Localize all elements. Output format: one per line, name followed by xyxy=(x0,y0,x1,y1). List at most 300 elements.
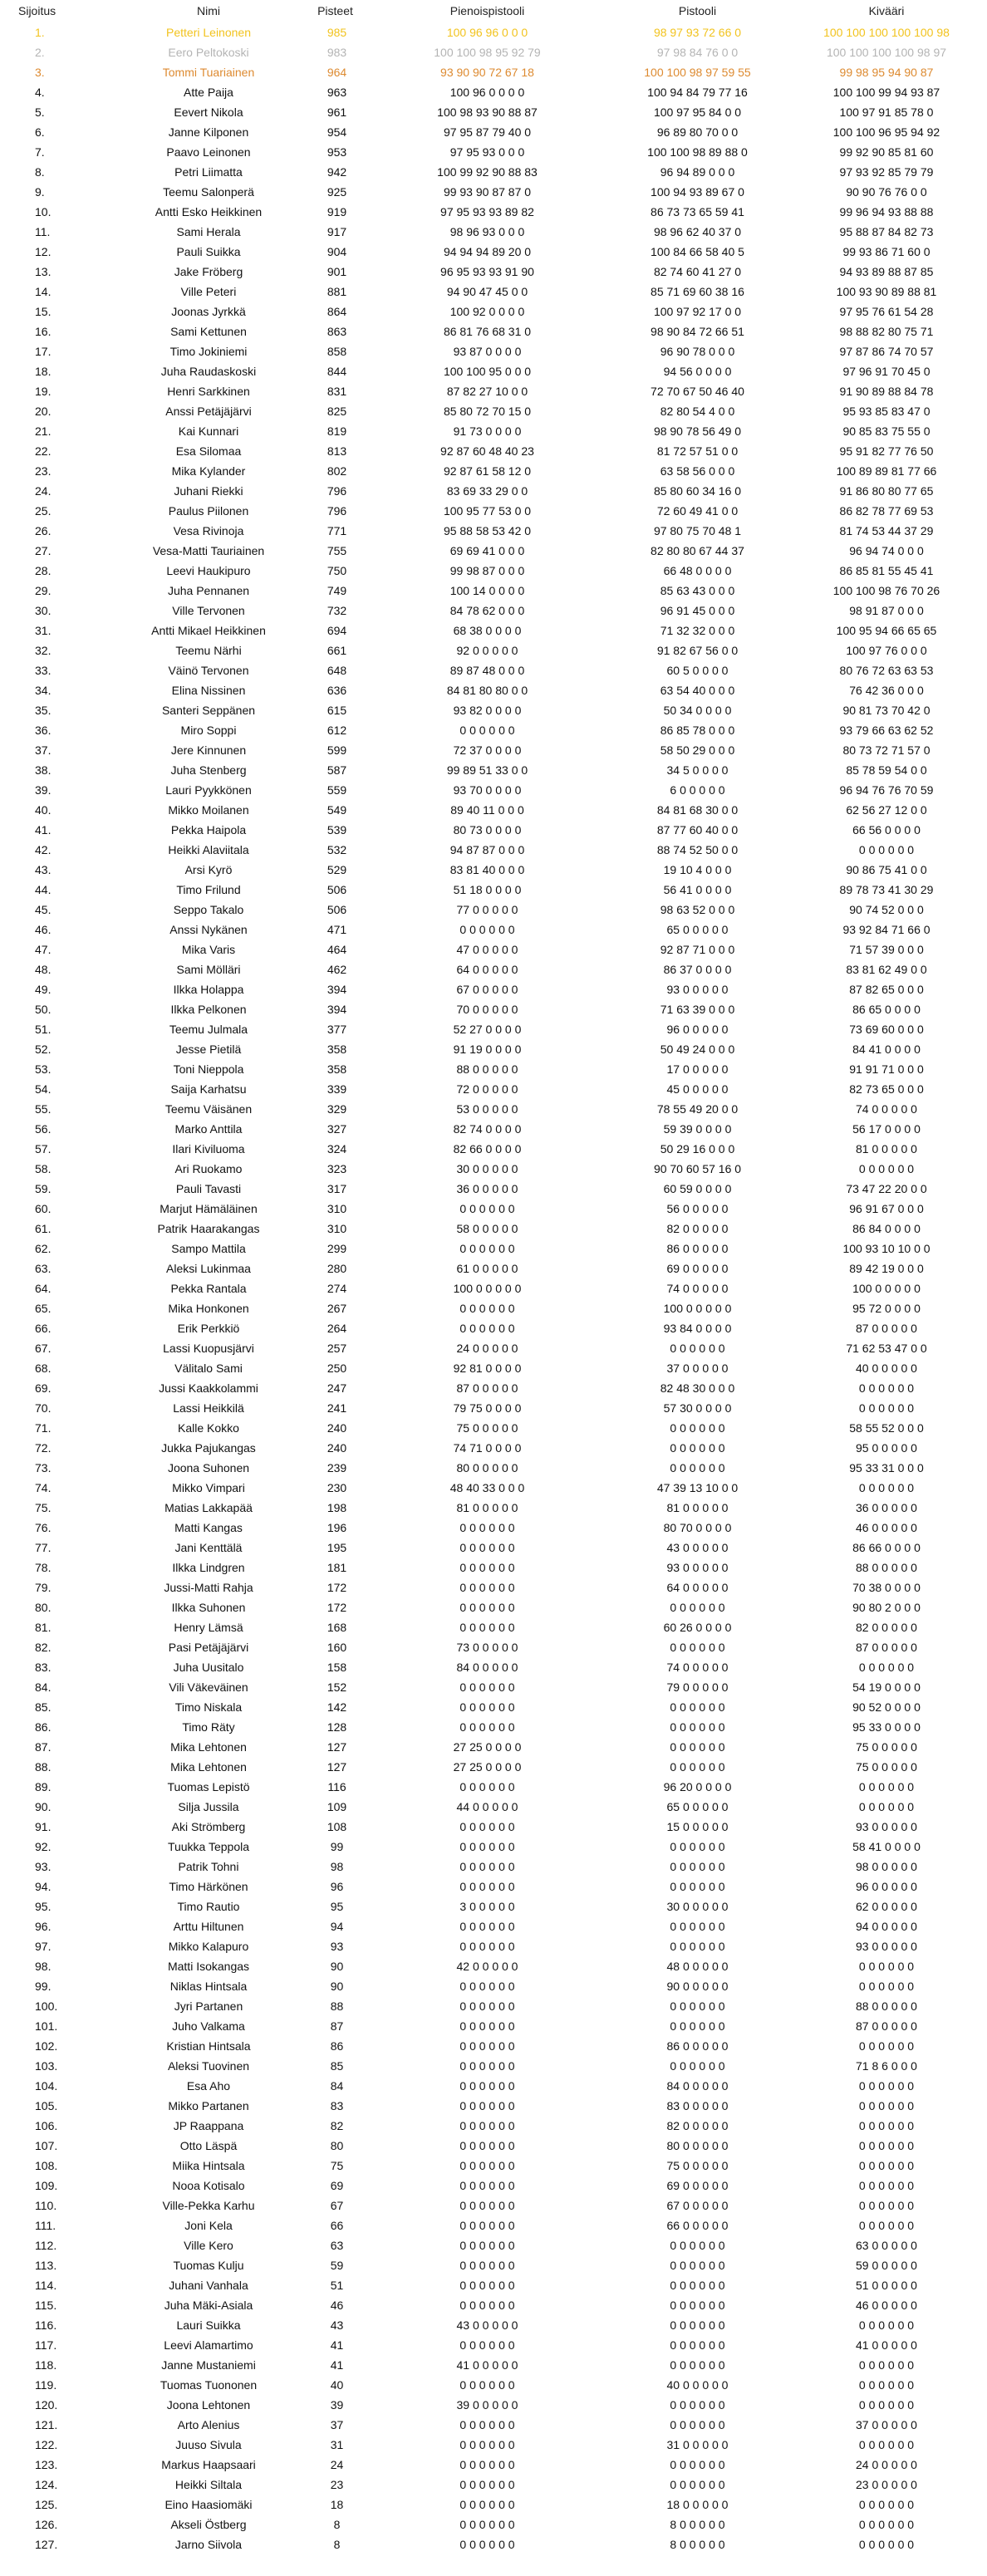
pienoispistooli-scores: 0 0 0 0 0 0 xyxy=(459,2139,515,2152)
total-points: 464 xyxy=(327,943,347,956)
pistooli-scores: 65 0 0 0 0 0 xyxy=(666,1800,729,1813)
pienoispistooli-scores: 0 0 0 0 0 0 xyxy=(459,2179,515,2192)
pienoispistooli-scores: 0 0 0 0 0 0 xyxy=(459,2099,515,2112)
pistooli-scores: 0 0 0 0 0 0 xyxy=(670,2318,725,2332)
table-row xyxy=(0,421,987,441)
rank-cell: 31. xyxy=(35,624,52,637)
pienoispistooli-scores: 64 0 0 0 0 0 xyxy=(456,963,518,976)
rank-cell: 113. xyxy=(35,2259,57,2272)
pistooli-scores: 100 97 95 84 0 0 xyxy=(653,105,742,119)
pienoispistooli-scores: 0 0 0 0 0 0 xyxy=(459,1561,515,1574)
rank-cell: 29. xyxy=(35,584,52,597)
pistooli-scores: 0 0 0 0 0 0 xyxy=(670,2259,725,2272)
shooter-name: Elina Nissinen xyxy=(171,684,246,697)
pistooli-scores: 85 71 69 60 38 16 xyxy=(651,285,744,298)
rank-cell: 77. xyxy=(35,1541,52,1554)
table-row xyxy=(0,2375,987,2395)
rank-cell: 83. xyxy=(35,1661,52,1674)
kivaari-scores: 51 0 0 0 0 0 xyxy=(856,2279,917,2292)
shooter-name: Toni Nieppola xyxy=(173,1062,244,1076)
total-points: 37 xyxy=(330,2418,344,2431)
pienoispistooli-scores: 97 95 87 79 40 0 xyxy=(443,125,532,139)
rank-cell: 82. xyxy=(35,1641,52,1654)
total-points: 819 xyxy=(327,424,347,438)
shooter-name: Joonas Jyrkkä xyxy=(171,305,246,318)
pistooli-scores: 31 0 0 0 0 0 xyxy=(666,2438,729,2451)
pistooli-scores: 79 0 0 0 0 0 xyxy=(666,1681,729,1694)
total-points: 99 xyxy=(330,1840,344,1853)
shooter-name: Jesse Pietilä xyxy=(175,1043,242,1056)
shooter-name: Antti Esko Heikkinen xyxy=(155,205,263,218)
pienoispistooli-scores: 100 0 0 0 0 0 xyxy=(453,1282,522,1295)
total-points: 195 xyxy=(327,1541,347,1554)
rank-cell: 6. xyxy=(35,125,45,139)
table-row xyxy=(0,262,987,282)
shooter-name: Niklas Hintsala xyxy=(169,1980,248,1993)
kivaari-scores: 97 87 86 74 70 57 xyxy=(839,345,934,358)
shooter-name: Timo Räty xyxy=(182,1720,235,1734)
rank-cell: 53. xyxy=(35,1062,52,1076)
table-row xyxy=(0,860,987,880)
table-row xyxy=(0,1318,987,1338)
kivaari-scores: 95 33 31 0 0 0 xyxy=(849,1461,924,1474)
pienoispistooli-scores: 0 0 0 0 0 0 xyxy=(459,1999,515,2013)
pienoispistooli-scores: 85 80 72 70 15 0 xyxy=(443,405,532,418)
kivaari-scores: 0 0 0 0 0 0 xyxy=(858,2518,915,2531)
shooter-name: Juha Pennanen xyxy=(167,584,250,597)
pienoispistooli-scores: 0 0 0 0 0 0 xyxy=(459,1242,515,1255)
pistooli-scores: 0 0 0 0 0 0 xyxy=(670,1700,725,1714)
table-row xyxy=(0,1019,987,1039)
table-row xyxy=(0,640,987,660)
shooter-name: JP Raappana xyxy=(173,2119,244,2132)
total-points: 329 xyxy=(327,1102,347,1116)
pistooli-scores: 0 0 0 0 0 0 xyxy=(670,1999,725,2013)
pienoispistooli-scores: 99 98 87 0 0 0 xyxy=(449,564,525,577)
pienoispistooli-scores: 97 95 93 93 89 82 xyxy=(440,205,534,218)
shooter-name: Vesa-Matti Tauriainen xyxy=(152,544,265,557)
shooter-name: Jere Kinnunen xyxy=(170,743,247,757)
kivaari-scores: 73 69 60 0 0 0 xyxy=(849,1023,924,1036)
kivaari-scores: 90 80 2 0 0 0 xyxy=(852,1601,921,1614)
shooter-name: Pekka Rantala xyxy=(170,1282,247,1295)
pienoispistooli-scores: 0 0 0 0 0 0 xyxy=(459,1720,515,1734)
table-row xyxy=(0,2395,987,2415)
pienoispistooli-scores: 0 0 0 0 0 0 xyxy=(459,1202,515,1215)
pistooli-scores: 98 97 93 72 66 0 xyxy=(653,26,742,39)
shooter-name: Paavo Leinonen xyxy=(166,145,251,159)
pienoispistooli-scores: 0 0 0 0 0 0 xyxy=(459,2019,515,2033)
pienoispistooli-scores: 51 18 0 0 0 0 xyxy=(453,883,522,896)
rank-cell: 90. xyxy=(35,1800,52,1813)
pienoispistooli-scores: 0 0 0 0 0 0 xyxy=(459,2259,515,2272)
pistooli-scores: 96 20 0 0 0 0 xyxy=(663,1780,732,1793)
table-row xyxy=(0,2255,987,2275)
total-points: 612 xyxy=(327,724,347,737)
total-points: 240 xyxy=(327,1441,347,1455)
pienoispistooli-scores: 3 0 0 0 0 0 xyxy=(459,1900,515,1913)
rank-cell: 21. xyxy=(35,424,52,438)
pistooli-scores: 96 89 80 70 0 0 xyxy=(656,125,739,139)
pistooli-scores: 100 100 98 89 88 0 xyxy=(647,145,748,159)
table-row xyxy=(0,2176,987,2196)
kivaari-scores: 100 93 90 89 88 81 xyxy=(836,285,937,298)
kivaari-scores: 81 0 0 0 0 0 xyxy=(856,1142,917,1156)
kivaari-scores: 90 52 0 0 0 0 xyxy=(852,1700,921,1714)
pienoispistooli-scores: 96 95 93 93 91 90 xyxy=(440,265,534,278)
pistooli-scores: 18 0 0 0 0 0 xyxy=(666,2498,729,2511)
rank-cell: 117. xyxy=(35,2338,57,2352)
total-points: 755 xyxy=(327,544,347,557)
pienoispistooli-scores: 87 82 27 10 0 0 xyxy=(446,385,528,398)
pienoispistooli-scores: 0 0 0 0 0 0 xyxy=(459,2239,515,2252)
shooter-name: Joni Kela xyxy=(184,2219,233,2232)
kivaari-scores: 75 0 0 0 0 0 xyxy=(856,1740,917,1754)
kivaari-scores: 62 56 27 12 0 0 xyxy=(846,803,927,817)
shooter-name: Akseli Östberg xyxy=(170,2518,247,2531)
rank-cell: 59. xyxy=(35,1182,52,1195)
kivaari-scores: 90 90 76 76 0 0 xyxy=(846,185,927,199)
total-points: 863 xyxy=(327,325,347,338)
total-points: 961 xyxy=(327,105,347,119)
shooter-name: Timo Frilund xyxy=(176,883,241,896)
shooter-name: Matti Isokangas xyxy=(167,1960,250,1973)
pistooli-scores: 37 0 0 0 0 0 xyxy=(666,1362,729,1375)
pienoispistooli-scores: 61 0 0 0 0 0 xyxy=(456,1262,518,1275)
pistooli-scores: 0 0 0 0 0 0 xyxy=(670,1601,725,1614)
rank-cell: 35. xyxy=(35,704,52,717)
table-row xyxy=(0,1358,987,1378)
table-row xyxy=(0,601,987,621)
table-row xyxy=(0,1976,987,1996)
kivaari-scores: 24 0 0 0 0 0 xyxy=(856,2458,917,2471)
total-points: 181 xyxy=(327,1561,347,1574)
shooter-name: Sami Mölläri xyxy=(176,963,241,976)
pienoispistooli-scores: 30 0 0 0 0 0 xyxy=(456,1162,518,1175)
kivaari-scores: 84 41 0 0 0 0 xyxy=(852,1043,921,1056)
rank-cell: 109. xyxy=(35,2179,58,2192)
table-row xyxy=(0,401,987,421)
total-points: 63 xyxy=(330,2239,344,2252)
table-row xyxy=(0,1837,987,1857)
pistooli-scores: 0 0 0 0 0 0 xyxy=(670,1342,725,1355)
total-points: 8 xyxy=(333,2538,341,2551)
pistooli-scores: 0 0 0 0 0 0 xyxy=(670,2019,725,2033)
shooter-name: Erik Perkkiö xyxy=(177,1322,240,1335)
table-row xyxy=(0,321,987,341)
rank-cell: 13. xyxy=(35,265,52,278)
pienoispistooli-scores: 0 0 0 0 0 0 xyxy=(459,1880,515,1893)
kivaari-scores: 90 85 83 75 55 0 xyxy=(842,424,931,438)
pistooli-scores: 98 90 84 72 66 51 xyxy=(651,325,744,338)
kivaari-scores: 88 0 0 0 0 0 xyxy=(856,1999,917,2013)
table-row xyxy=(0,1498,987,1518)
pistooli-scores: 90 0 0 0 0 0 xyxy=(666,1980,729,1993)
rank-cell: 62. xyxy=(35,1242,52,1255)
shooter-name: Miika Hintsala xyxy=(172,2159,245,2172)
total-points: 196 xyxy=(327,1521,347,1534)
table-row xyxy=(0,1896,987,1916)
pienoispistooli-scores: 48 40 33 0 0 0 xyxy=(449,1481,525,1494)
pistooli-scores: 100 94 93 89 67 0 xyxy=(651,185,744,199)
kivaari-scores: 97 95 76 61 54 28 xyxy=(839,305,934,318)
table-row xyxy=(0,1418,987,1438)
pienoispistooli-scores: 0 0 0 0 0 0 xyxy=(459,2079,515,2093)
pienoispistooli-scores: 0 0 0 0 0 0 xyxy=(459,2039,515,2053)
total-points: 529 xyxy=(327,863,347,876)
table-row xyxy=(0,1558,987,1577)
total-points: 615 xyxy=(327,704,347,717)
total-points: 108 xyxy=(327,1820,347,1833)
table-row xyxy=(0,202,987,222)
shooter-name: Pauli Tavasti xyxy=(175,1182,242,1195)
shooter-name: Arsi Kyrö xyxy=(184,863,233,876)
kivaari-scores: 46 0 0 0 0 0 xyxy=(856,2299,917,2312)
rank-cell: 95. xyxy=(35,1900,52,1913)
pienoispistooli-scores: 97 95 93 0 0 0 xyxy=(449,145,525,159)
table-row xyxy=(0,1438,987,1458)
pistooli-scores: 45 0 0 0 0 0 xyxy=(666,1082,729,1096)
pienoispistooli-scores: 74 71 0 0 0 0 xyxy=(453,1441,522,1455)
kivaari-scores: 0 0 0 0 0 0 xyxy=(858,2179,915,2192)
kivaari-scores: 95 72 0 0 0 0 xyxy=(852,1302,921,1315)
rank-cell: 1. xyxy=(35,26,45,39)
total-points: 599 xyxy=(327,743,347,757)
rank-cell: 126. xyxy=(35,2518,58,2531)
pienoispistooli-scores: 72 37 0 0 0 0 xyxy=(453,743,522,757)
total-points: 267 xyxy=(327,1302,347,1315)
pistooli-scores: 69 0 0 0 0 0 xyxy=(666,2179,729,2192)
total-points: 172 xyxy=(327,1601,347,1614)
table-row xyxy=(0,840,987,860)
kivaari-scores: 86 66 0 0 0 0 xyxy=(852,1541,921,1554)
total-points: 802 xyxy=(327,464,347,478)
shooter-name: Mikko Kalapuro xyxy=(168,1940,249,1953)
rank-cell: 39. xyxy=(35,783,52,797)
pienoispistooli-scores: 0 0 0 0 0 0 xyxy=(459,2498,515,2511)
pienoispistooli-scores: 83 81 40 0 0 0 xyxy=(449,863,525,876)
pistooli-scores: 0 0 0 0 0 0 xyxy=(670,1760,725,1774)
pistooli-scores: 0 0 0 0 0 0 xyxy=(670,2338,725,2352)
pistooli-scores: 82 74 60 41 27 0 xyxy=(653,265,742,278)
pistooli-scores: 56 0 0 0 0 0 xyxy=(666,1202,729,1215)
pistooli-scores: 96 91 45 0 0 0 xyxy=(660,604,735,617)
pistooli-scores: 50 49 24 0 0 0 xyxy=(660,1043,735,1056)
kivaari-scores: 95 88 87 84 82 73 xyxy=(839,225,934,238)
total-points: 23 xyxy=(330,2478,344,2491)
pienoispistooli-scores: 0 0 0 0 0 0 xyxy=(459,2458,515,2471)
table-row xyxy=(0,1159,987,1179)
rank-cell: 103. xyxy=(35,2059,58,2073)
table-row xyxy=(0,1637,987,1657)
table-row xyxy=(0,1478,987,1498)
kivaari-scores: 0 0 0 0 0 0 xyxy=(858,2119,915,2132)
pistooli-scores: 60 59 0 0 0 0 xyxy=(663,1182,732,1195)
rank-cell: 127. xyxy=(35,2538,58,2551)
shooter-name: Eevert Nikola xyxy=(174,105,243,119)
table-row xyxy=(0,2235,987,2255)
kivaari-scores: 100 100 98 76 70 26 xyxy=(832,584,940,597)
shooter-name: Henry Lämsä xyxy=(174,1621,243,1634)
shooter-name: Tuomas Kulju xyxy=(173,2259,244,2272)
table-row xyxy=(0,720,987,740)
total-points: 694 xyxy=(327,624,347,637)
table-row xyxy=(0,680,987,700)
total-points: 317 xyxy=(327,1182,347,1195)
table-row xyxy=(0,2355,987,2375)
total-points: 31 xyxy=(330,2438,344,2451)
kivaari-scores: 89 78 73 41 30 29 xyxy=(839,883,934,896)
kivaari-scores: 82 0 0 0 0 0 xyxy=(856,1621,917,1634)
shooter-name: Lauri Suikka xyxy=(176,2318,241,2332)
kivaari-scores: 93 0 0 0 0 0 xyxy=(856,1820,917,1833)
shooter-name: Nooa Kotisalo xyxy=(172,2179,245,2192)
pistooli-scores: 96 90 78 0 0 0 xyxy=(660,345,735,358)
shooter-name: Jake Fröberg xyxy=(174,265,243,278)
pistooli-scores: 0 0 0 0 0 0 xyxy=(670,2398,725,2412)
pienoispistooli-scores: 42 0 0 0 0 0 xyxy=(456,1960,518,1973)
table-row xyxy=(0,2016,987,2036)
pienoispistooli-scores: 36 0 0 0 0 0 xyxy=(456,1182,518,1195)
rank-cell: 98. xyxy=(35,1960,52,1973)
shooter-name: Henri Sarkkinen xyxy=(167,385,250,398)
rank-cell: 41. xyxy=(35,823,52,837)
kivaari-scores: 0 0 0 0 0 0 xyxy=(858,1381,915,1395)
kivaari-scores: 74 0 0 0 0 0 xyxy=(856,1102,917,1116)
pistooli-scores: 82 80 80 67 44 37 xyxy=(651,544,744,557)
kivaari-scores: 0 0 0 0 0 0 xyxy=(858,1401,915,1415)
total-points: 858 xyxy=(327,345,347,358)
shooter-name: Ville-Pekka Karhu xyxy=(162,2199,255,2212)
total-points: 67 xyxy=(330,2199,344,2212)
shooter-name: Lauri Pyykkönen xyxy=(165,783,252,797)
results-table-body xyxy=(0,22,987,2554)
pistooli-scores: 66 48 0 0 0 0 xyxy=(663,564,732,577)
kivaari-scores: 80 73 72 71 57 0 xyxy=(842,743,931,757)
shooter-name: Markus Haapsaari xyxy=(161,2458,256,2471)
pienoispistooli-scores: 99 93 90 87 87 0 xyxy=(443,185,532,199)
total-points: 299 xyxy=(327,1242,347,1255)
total-points: 66 xyxy=(330,2219,344,2232)
kivaari-scores: 36 0 0 0 0 0 xyxy=(856,1501,917,1514)
table-row xyxy=(0,82,987,102)
total-points: 942 xyxy=(327,165,347,179)
pistooli-scores: 96 94 89 0 0 0 xyxy=(660,165,735,179)
table-row xyxy=(0,1239,987,1259)
kivaari-scores: 76 42 36 0 0 0 xyxy=(849,684,924,697)
pistooli-scores: 0 0 0 0 0 0 xyxy=(670,1920,725,1933)
pienoispistooli-scores: 0 0 0 0 0 0 xyxy=(459,1940,515,1953)
kivaari-scores: 87 0 0 0 0 0 xyxy=(856,1322,917,1335)
table-row xyxy=(0,1577,987,1597)
total-points: 127 xyxy=(327,1740,347,1754)
table-row xyxy=(0,979,987,999)
rank-cell: 81. xyxy=(35,1621,52,1634)
shooter-name: Sami Kettunen xyxy=(170,325,247,338)
pistooli-scores: 0 0 0 0 0 0 xyxy=(670,1421,725,1435)
rank-cell: 46. xyxy=(35,923,52,936)
pienoispistooli-scores: 84 81 80 80 0 0 xyxy=(446,684,528,697)
shooter-name: Kalle Kokko xyxy=(178,1421,239,1435)
pistooli-scores: 50 34 0 0 0 0 xyxy=(663,704,732,717)
table-row xyxy=(0,2136,987,2156)
total-points: 80 xyxy=(330,2139,344,2152)
pienoispistooli-scores: 94 90 47 45 0 0 xyxy=(446,285,528,298)
shooter-name: Tommi Tuariainen xyxy=(162,66,255,79)
rank-cell: 49. xyxy=(35,983,52,996)
pienoispistooli-scores: 83 69 33 29 0 0 xyxy=(446,484,528,498)
pienoispistooli-scores: 93 82 0 0 0 0 xyxy=(453,704,522,717)
total-points: 324 xyxy=(327,1142,347,1156)
table-row xyxy=(0,2056,987,2076)
kivaari-scores: 58 41 0 0 0 0 xyxy=(852,1840,921,1853)
table-row xyxy=(0,481,987,501)
rank-cell: 22. xyxy=(35,444,52,458)
table-row xyxy=(0,1757,987,1777)
shooter-name: Patrik Haarakangas xyxy=(157,1222,260,1235)
pistooli-scores: 100 94 84 79 77 16 xyxy=(647,86,748,99)
total-points: 83 xyxy=(330,2099,344,2112)
header-points: Pisteet xyxy=(317,4,353,17)
kivaari-scores: 93 92 84 71 66 0 xyxy=(842,923,931,936)
rank-cell: 72. xyxy=(35,1441,52,1455)
rank-cell: 42. xyxy=(35,843,52,856)
kivaari-scores: 91 90 89 88 84 78 xyxy=(839,385,934,398)
pistooli-scores: 100 100 98 97 59 55 xyxy=(644,66,751,79)
pistooli-scores: 0 0 0 0 0 0 xyxy=(670,2059,725,2073)
total-points: 559 xyxy=(327,783,347,797)
total-points: 152 xyxy=(327,1681,347,1694)
shooter-name: Pasi Petäjäjärvi xyxy=(168,1641,249,1654)
total-points: 230 xyxy=(327,1481,347,1494)
kivaari-scores: 96 91 67 0 0 0 xyxy=(849,1202,924,1215)
rank-cell: 123. xyxy=(35,2458,58,2471)
kivaari-scores: 88 0 0 0 0 0 xyxy=(856,1561,917,1574)
pistooli-scores: 0 0 0 0 0 0 xyxy=(670,2239,725,2252)
total-points: 901 xyxy=(327,265,347,278)
kivaari-scores: 41 0 0 0 0 0 xyxy=(856,2338,917,2352)
table-row xyxy=(0,1398,987,1418)
pienoispistooli-scores: 100 92 0 0 0 0 xyxy=(449,305,525,318)
table-row xyxy=(0,2455,987,2475)
table-row xyxy=(0,1817,987,1837)
table-row xyxy=(0,700,987,720)
pistooli-scores: 57 30 0 0 0 0 xyxy=(663,1401,732,1415)
pistooli-scores: 98 63 52 0 0 0 xyxy=(660,903,735,916)
rank-cell: 5. xyxy=(35,105,45,119)
kivaari-scores: 58 55 52 0 0 0 xyxy=(849,1421,924,1435)
table-row xyxy=(0,1936,987,1956)
pistooli-scores: 86 0 0 0 0 0 xyxy=(666,1242,729,1255)
rank-cell: 84. xyxy=(35,1681,52,1694)
total-points: 93 xyxy=(330,1940,344,1953)
pienoispistooli-scores: 0 0 0 0 0 0 xyxy=(459,2518,515,2531)
pistooli-scores: 0 0 0 0 0 0 xyxy=(670,2458,725,2471)
rank-cell: 107. xyxy=(35,2139,58,2152)
table-row xyxy=(0,62,987,82)
shooter-name: Teemu Väisänen xyxy=(164,1102,253,1116)
pistooli-scores: 74 0 0 0 0 0 xyxy=(666,1282,729,1295)
pienoispistooli-scores: 44 0 0 0 0 0 xyxy=(456,1800,518,1813)
table-row xyxy=(0,1877,987,1896)
rank-cell: 75. xyxy=(35,1501,52,1514)
table-row xyxy=(0,22,987,42)
rank-cell: 92. xyxy=(35,1840,52,1853)
shooter-name: Tuomas Lepistö xyxy=(167,1780,250,1793)
table-row xyxy=(0,820,987,840)
pienoispistooli-scores: 100 96 96 0 0 0 xyxy=(446,26,528,39)
rank-cell: 74. xyxy=(35,1481,52,1494)
